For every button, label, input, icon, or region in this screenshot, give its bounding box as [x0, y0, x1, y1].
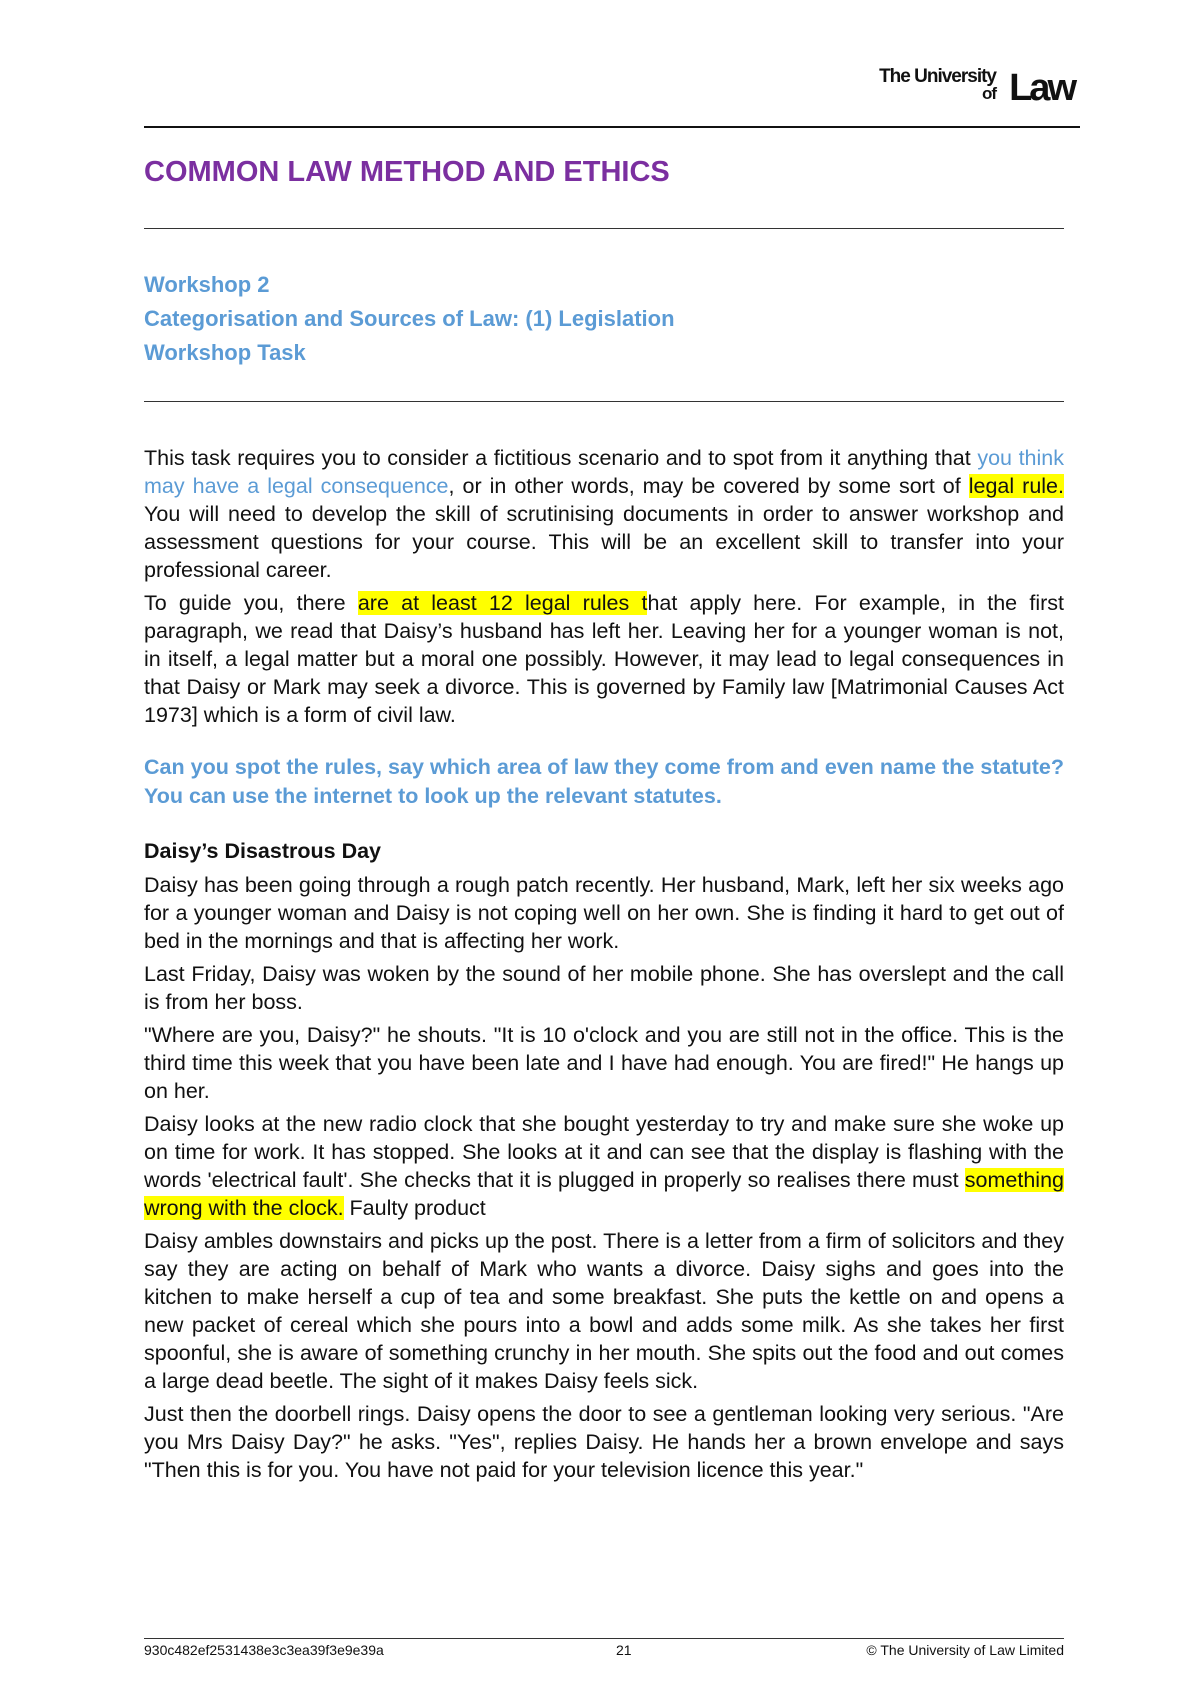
story-title: Daisy’s Disastrous Day: [144, 839, 382, 863]
page-title: COMMON LAW METHOD AND ETHICS: [144, 156, 670, 188]
workshop-subheading: [144, 268, 675, 370]
intro-text: This task requires you to consider a fictitious scenario and to spot from it anything that: [144, 446, 978, 470]
intro-text: You will need to develop the skill of scrutinising documents in order to answer workshop and assessment questions for your course. This will be an excellent skill to transfer into your professional career.: [144, 502, 1064, 582]
header-divider: [144, 126, 1080, 128]
story-paragraph: "Where are you, Daisy?" he shouts. "It is 10 o'clock and you are still not in the office. This is the third time this week that you have been late and I have had enough. You are fired!" He hangs up on her.: [144, 1023, 1064, 1103]
footer-divider: [144, 1638, 1064, 1639]
intro-text: To guide you, there: [144, 591, 358, 615]
university-logo: [864, 66, 1074, 109]
intro-paragraph-2: [144, 589, 1064, 729]
story-paragraph: [144, 1110, 1064, 1222]
story-text: Daisy looks at the new radio clock that she bought yesterday to try and make sure she woke up on time for work. It has stopped. She looks at it and can see that the display is flashing with the words 'electrical fault'. She checks that it is plugged in properly so realises there must: [144, 1112, 1064, 1192]
story-paragraph: Last Friday, Daisy was woken by the sound of her mobile phone. She has overslept and the call is from her boss.: [144, 962, 1064, 1014]
story-paragraph: Daisy ambles downstairs and picks up the post. There is a letter from a firm of solicitors and they say they are acting on behalf of Mark who wants a divorce. Daisy sighs and goes into the kitchen to make herself a cup of tea and some breakfast. She puts the kettle on and opens a new packet of cereal which she pours into a bowl and adds some milk. As she takes her first spoonful, she is aware of something crunchy in her mouth. She spits out the food and out comes a large dead beetle. The sight of it makes Daisy feels sick.: [144, 1229, 1064, 1393]
story-paragraph: Just then the doorbell rings. Daisy opens the door to see a gentleman looking very serious. "Are you Mrs Daisy Day?" he asks. "Yes", replies Daisy. He hands her a brown envelope and says "Then this is for you. You have not paid for your television licence this year.": [144, 1402, 1064, 1482]
intro-text: , or in other words, may be covered by some sort of: [448, 474, 969, 498]
intro-paragraph-1: [144, 444, 1064, 584]
footer-copyright: © The University of Law Limited: [866, 1642, 1064, 1658]
footer-page-number: 21: [616, 1642, 632, 1658]
intro-blue-text: you think may have a legal consequence: [144, 446, 1064, 498]
logo-text-line3: Law: [1009, 67, 1074, 109]
workshop-task-label: Workshop Task: [144, 340, 306, 365]
highlighted-text: are at least 12 legal rules t: [357, 591, 648, 615]
highlighted-text: legal rule.: [968, 474, 1064, 498]
logo-text-line2: of: [981, 84, 996, 103]
story-paragraph: Daisy has been going through a rough patch recently. Her husband, Mark, left her six weeks ago for a younger woman and Daisy is not coping well on her own. She is finding it hard to get out of bed in the mornings and that is affecting her work.: [144, 873, 1064, 953]
footer-doc-id: 930c482ef2531438e3c3ea39f3e9e39a: [144, 1642, 384, 1658]
story-text: Faulty product: [343, 1196, 486, 1220]
subheading-divider: [144, 401, 1064, 402]
document-body: [144, 444, 1064, 1489]
highlighted-text: something wrong with the clock.: [144, 1168, 1064, 1220]
workshop-number: Workshop 2: [144, 272, 270, 297]
workshop-topic: Categorisation and Sources of Law: (1) Legislation: [144, 306, 675, 331]
title-divider: [144, 228, 1064, 229]
intro-text: hat apply here. For example, in the first paragraph, we read that Daisy’s husband has left her. Leaving her for a younger woman is not, in itself, a legal matter but a moral one possibly. However, it may lead to legal consequences in that Daisy or Mark may seek a divorce. This is governed by Family law [Matrimonial Causes Act 1973] which is a form of civil law.: [144, 591, 1064, 727]
task-question: Can you spot the rules, say which area of law they come from and even name the statute? You can use the internet to look up the relevant statutes.: [144, 755, 1064, 808]
logo-text-line1: The University: [879, 66, 996, 87]
